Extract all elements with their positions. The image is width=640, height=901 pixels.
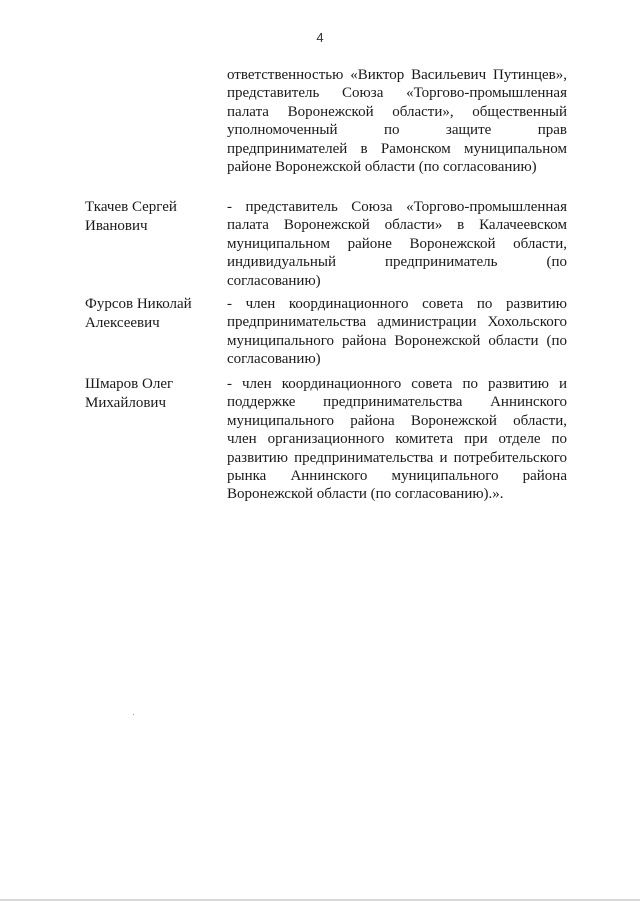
text-line: предпринимателей в Рамонском муниципальном	[227, 140, 567, 157]
member-surname-first-name: Шмаров Олег	[85, 376, 174, 392]
text-line: муниципальном районе Воронежской области,	[227, 235, 567, 252]
member-role	[227, 198, 567, 290]
scan-speck	[133, 714, 134, 715]
text-line: - член координационного совета по развитию и	[227, 376, 567, 392]
text-line: развитию предпринимательства и потребительского	[227, 449, 567, 466]
text-line: - член координационного совета по развитию	[227, 296, 567, 312]
member-name	[85, 198, 215, 236]
text-line: индивидуальный предприниматель (по	[227, 254, 567, 271]
text-line: согласованию)	[227, 272, 321, 289]
text-line: Воронежской области (по согласованию).».	[227, 486, 504, 503]
text-line: - представитель Союза «Торгово-промышленная	[227, 199, 567, 215]
text-line: районе Воронежской области (по согласованию)	[227, 159, 537, 176]
member-name	[85, 295, 215, 333]
text-line: ответственностью «Виктор Васильевич Путинцев»,	[227, 67, 567, 83]
text-line: предпринимательства администрации Хохольского	[227, 314, 567, 331]
member-role	[227, 375, 567, 504]
member-patronymic: Алексеевич	[85, 315, 160, 331]
member-role	[227, 295, 567, 369]
member-surname-first-name: Фурсов Николай	[85, 296, 192, 312]
text-line: член организационного комитета при отделе по	[227, 431, 567, 448]
text-line: палата Воронежской области», общественный	[227, 103, 567, 120]
text-line: представитель Союза «Торгово-промышленная	[227, 85, 567, 102]
text-line: поддержке предпринимательства Аннинского	[227, 394, 567, 411]
text-line: согласованию)	[227, 351, 321, 368]
continuation-paragraph	[227, 66, 567, 176]
text-line: муниципального района Воронежской области (по	[227, 332, 567, 349]
member-patronymic: Иванович	[85, 218, 148, 234]
text-line: палата Воронежской области» в Калачеевском	[227, 217, 567, 234]
member-surname-first-name: Ткачев Сергей	[85, 199, 177, 215]
member-patronymic: Михайлович	[85, 395, 166, 411]
member-name	[85, 375, 215, 413]
text-line: рынка Аннинского муниципального района	[227, 468, 567, 485]
text-line: уполномоченный по защите прав	[227, 122, 567, 139]
text-line: муниципального района Воронежской области,	[227, 412, 567, 429]
page-number: 4	[316, 30, 324, 45]
